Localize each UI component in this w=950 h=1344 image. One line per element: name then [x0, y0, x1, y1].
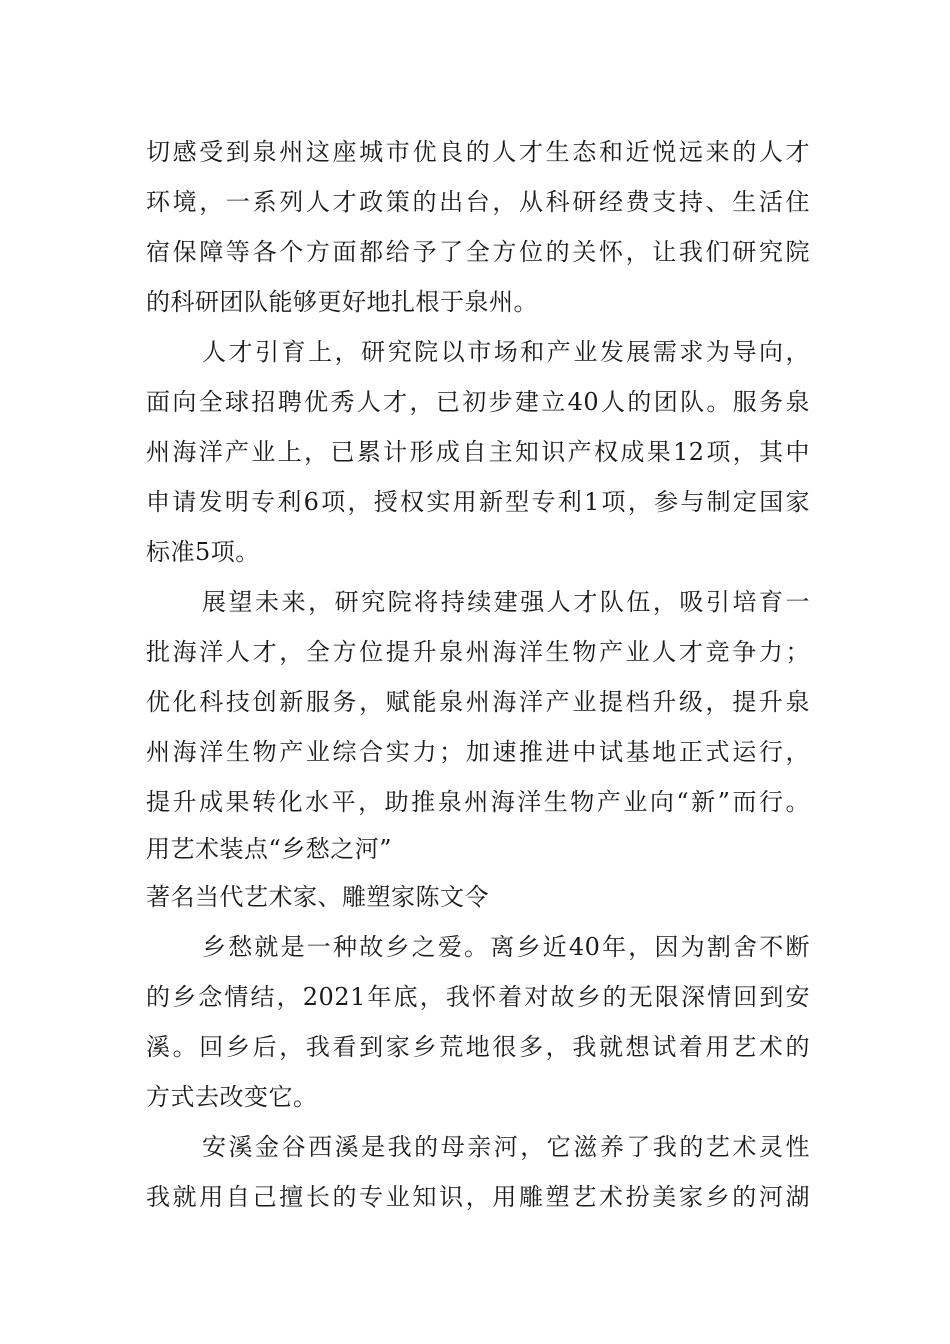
text-line: 宿保障等各个方面都给予了全方位的关怀，让我们研究院 — [146, 238, 810, 266]
author-byline: 著名当代艺术家、雕塑家陈文令 — [146, 883, 489, 911]
paragraph-first-line: 安溪金谷西溪是我的母亲河，它滋养了我的艺术灵性 — [202, 1133, 810, 1161]
text-line: 溪。回乡后，我看到家乡荒地很多，我就想试着用艺术的 — [146, 1033, 810, 1061]
text-line: 环境，一系列人才政策的出台，从科研经费支持、生活住 — [146, 188, 810, 216]
text-line: 申请发明专利6项，授权实用新型专利1项，参与制定国家 — [146, 488, 810, 516]
text-line: 提升成果转化水平，助推泉州海洋生物产业向“新”而行。 — [146, 788, 810, 816]
text-line: 切感受到泉州这座城市优良的人才生态和近悦远来的人才 — [146, 138, 810, 166]
text-line: 方式去改变它。 — [146, 1083, 318, 1111]
text-line: 标准5项。 — [146, 538, 260, 566]
paragraph-first-line: 展望未来，研究院将持续建强人才队伍，吸引培育一 — [202, 588, 810, 616]
paragraph-first-line: 乡愁就是一种故乡之爱。离乡近40年，因为割舍不断 — [202, 933, 810, 961]
paragraph-first-line: 人才引育上，研究院以市场和产业发展需求为导向， — [202, 338, 810, 366]
text-line: 面向全球招聘优秀人才，已初步建立40人的团队。服务泉 — [146, 388, 810, 416]
text-line: 的科研团队能够更好地扎根于泉州。 — [146, 288, 538, 316]
section-heading: 用艺术装点“乡愁之河” — [146, 835, 393, 863]
text-line: 优化科技创新服务，赋能泉州海洋产业提档升级，提升泉 — [146, 688, 810, 716]
text-line: 批海洋人才，全方位提升泉州海洋生物产业人才竞争力； — [146, 638, 810, 666]
text-line: 州海洋产业上，已累计形成自主知识产权成果12项，其中 — [146, 438, 810, 466]
text-line: 州海洋生物产业综合实力；加速推进中试基地正式运行， — [146, 738, 810, 766]
text-line: 我就用自己擅长的专业知识，用雕塑艺术扮美家乡的河湖 — [146, 1183, 810, 1211]
text-line: 的乡念情结，2021年底，我怀着对故乡的无限深情回到安 — [146, 983, 810, 1011]
